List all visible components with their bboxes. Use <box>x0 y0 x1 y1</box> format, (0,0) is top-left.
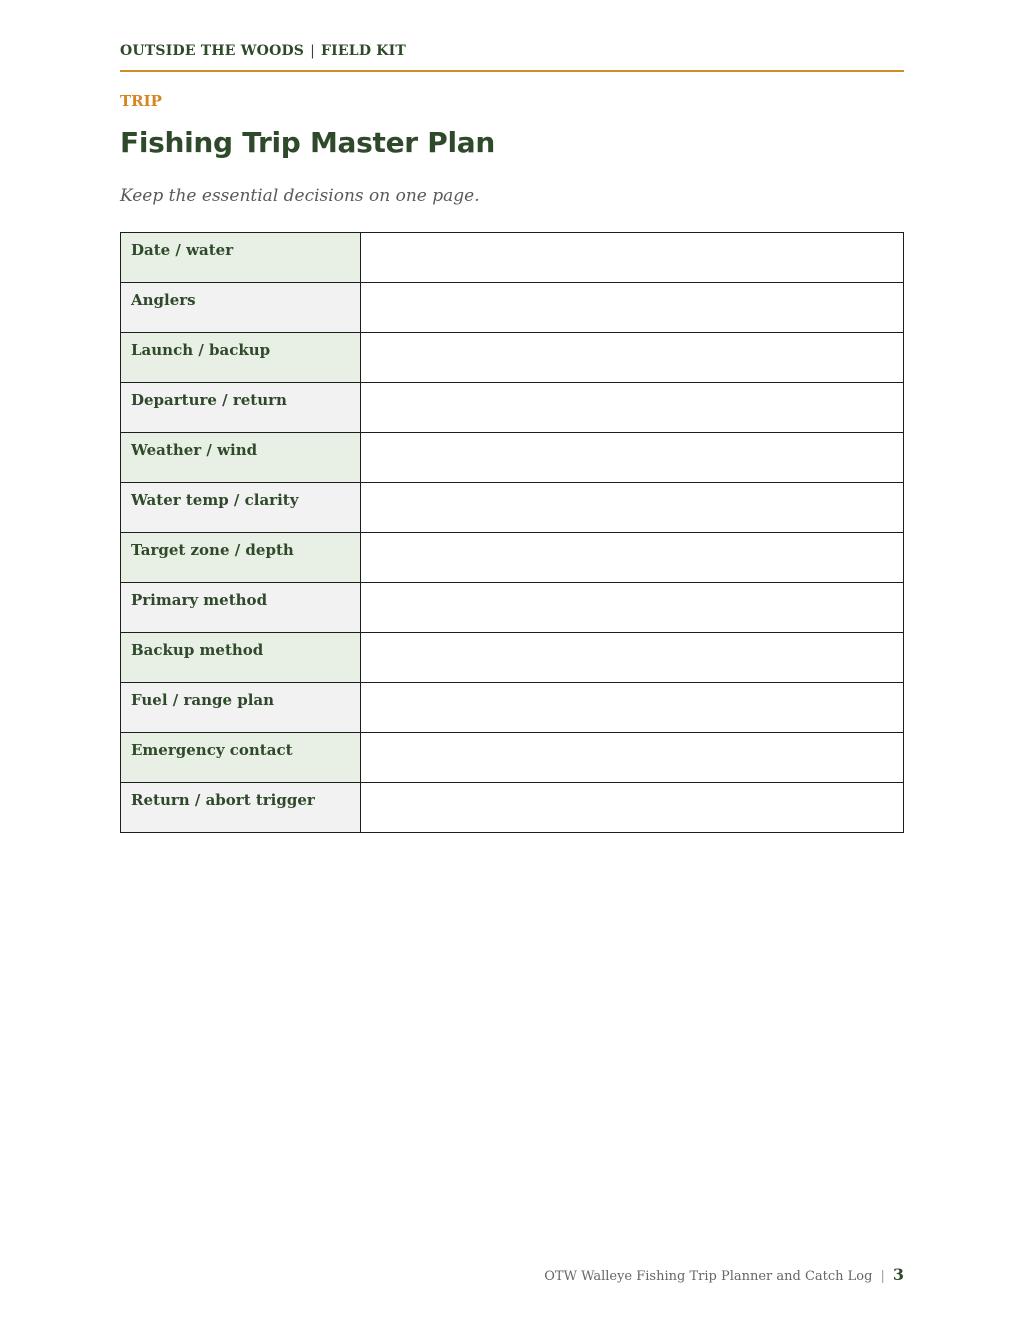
table-row <box>121 433 904 483</box>
row-label: Backup method <box>121 633 361 683</box>
section-kicker: TRIP <box>120 92 162 110</box>
row-label: Departure / return <box>121 383 361 433</box>
row-label: Emergency contact <box>121 733 361 783</box>
row-entry-field[interactable] <box>361 583 904 633</box>
row-entry-field[interactable] <box>361 733 904 783</box>
page-subtitle: Keep the essential decisions on one page. <box>120 186 480 206</box>
footer-separator: | <box>880 1269 885 1284</box>
table-row <box>121 633 904 683</box>
row-label: Date / water <box>121 233 361 283</box>
row-entry-field[interactable] <box>361 483 904 533</box>
header-brand: OUTSIDE THE WOODS <box>120 43 305 59</box>
row-entry-field[interactable] <box>361 783 904 833</box>
row-label: Water temp / clarity <box>121 483 361 533</box>
row-entry-field[interactable] <box>361 683 904 733</box>
header-section: FIELD KIT <box>321 43 406 59</box>
header-rule <box>120 70 904 72</box>
table-row <box>121 383 904 433</box>
running-footer <box>544 1265 904 1284</box>
table-row <box>121 583 904 633</box>
row-entry-field[interactable] <box>361 533 904 583</box>
table-row <box>121 783 904 833</box>
table-row <box>121 333 904 383</box>
table-row <box>121 683 904 733</box>
row-label: Weather / wind <box>121 433 361 483</box>
header-separator: | <box>310 43 316 59</box>
row-label: Return / abort trigger <box>121 783 361 833</box>
row-label: Primary method <box>121 583 361 633</box>
row-label: Fuel / range plan <box>121 683 361 733</box>
row-entry-field[interactable] <box>361 333 904 383</box>
running-header <box>120 43 406 59</box>
row-label: Target zone / depth <box>121 533 361 583</box>
row-label: Anglers <box>121 283 361 333</box>
table-row <box>121 283 904 333</box>
page-title: Fishing Trip Master Plan <box>120 126 495 159</box>
row-label: Launch / backup <box>121 333 361 383</box>
master-plan-table <box>120 232 904 833</box>
table-row <box>121 233 904 283</box>
table-row <box>121 483 904 533</box>
document-page <box>120 0 904 1325</box>
table-row <box>121 533 904 583</box>
footer-document-title: OTW Walleye Fishing Trip Planner and Catch Log <box>544 1269 873 1284</box>
row-entry-field[interactable] <box>361 633 904 683</box>
row-entry-field[interactable] <box>361 383 904 433</box>
page-number: 3 <box>892 1265 904 1284</box>
table-row <box>121 733 904 783</box>
row-entry-field[interactable] <box>361 433 904 483</box>
row-entry-field[interactable] <box>361 233 904 283</box>
row-entry-field[interactable] <box>361 283 904 333</box>
